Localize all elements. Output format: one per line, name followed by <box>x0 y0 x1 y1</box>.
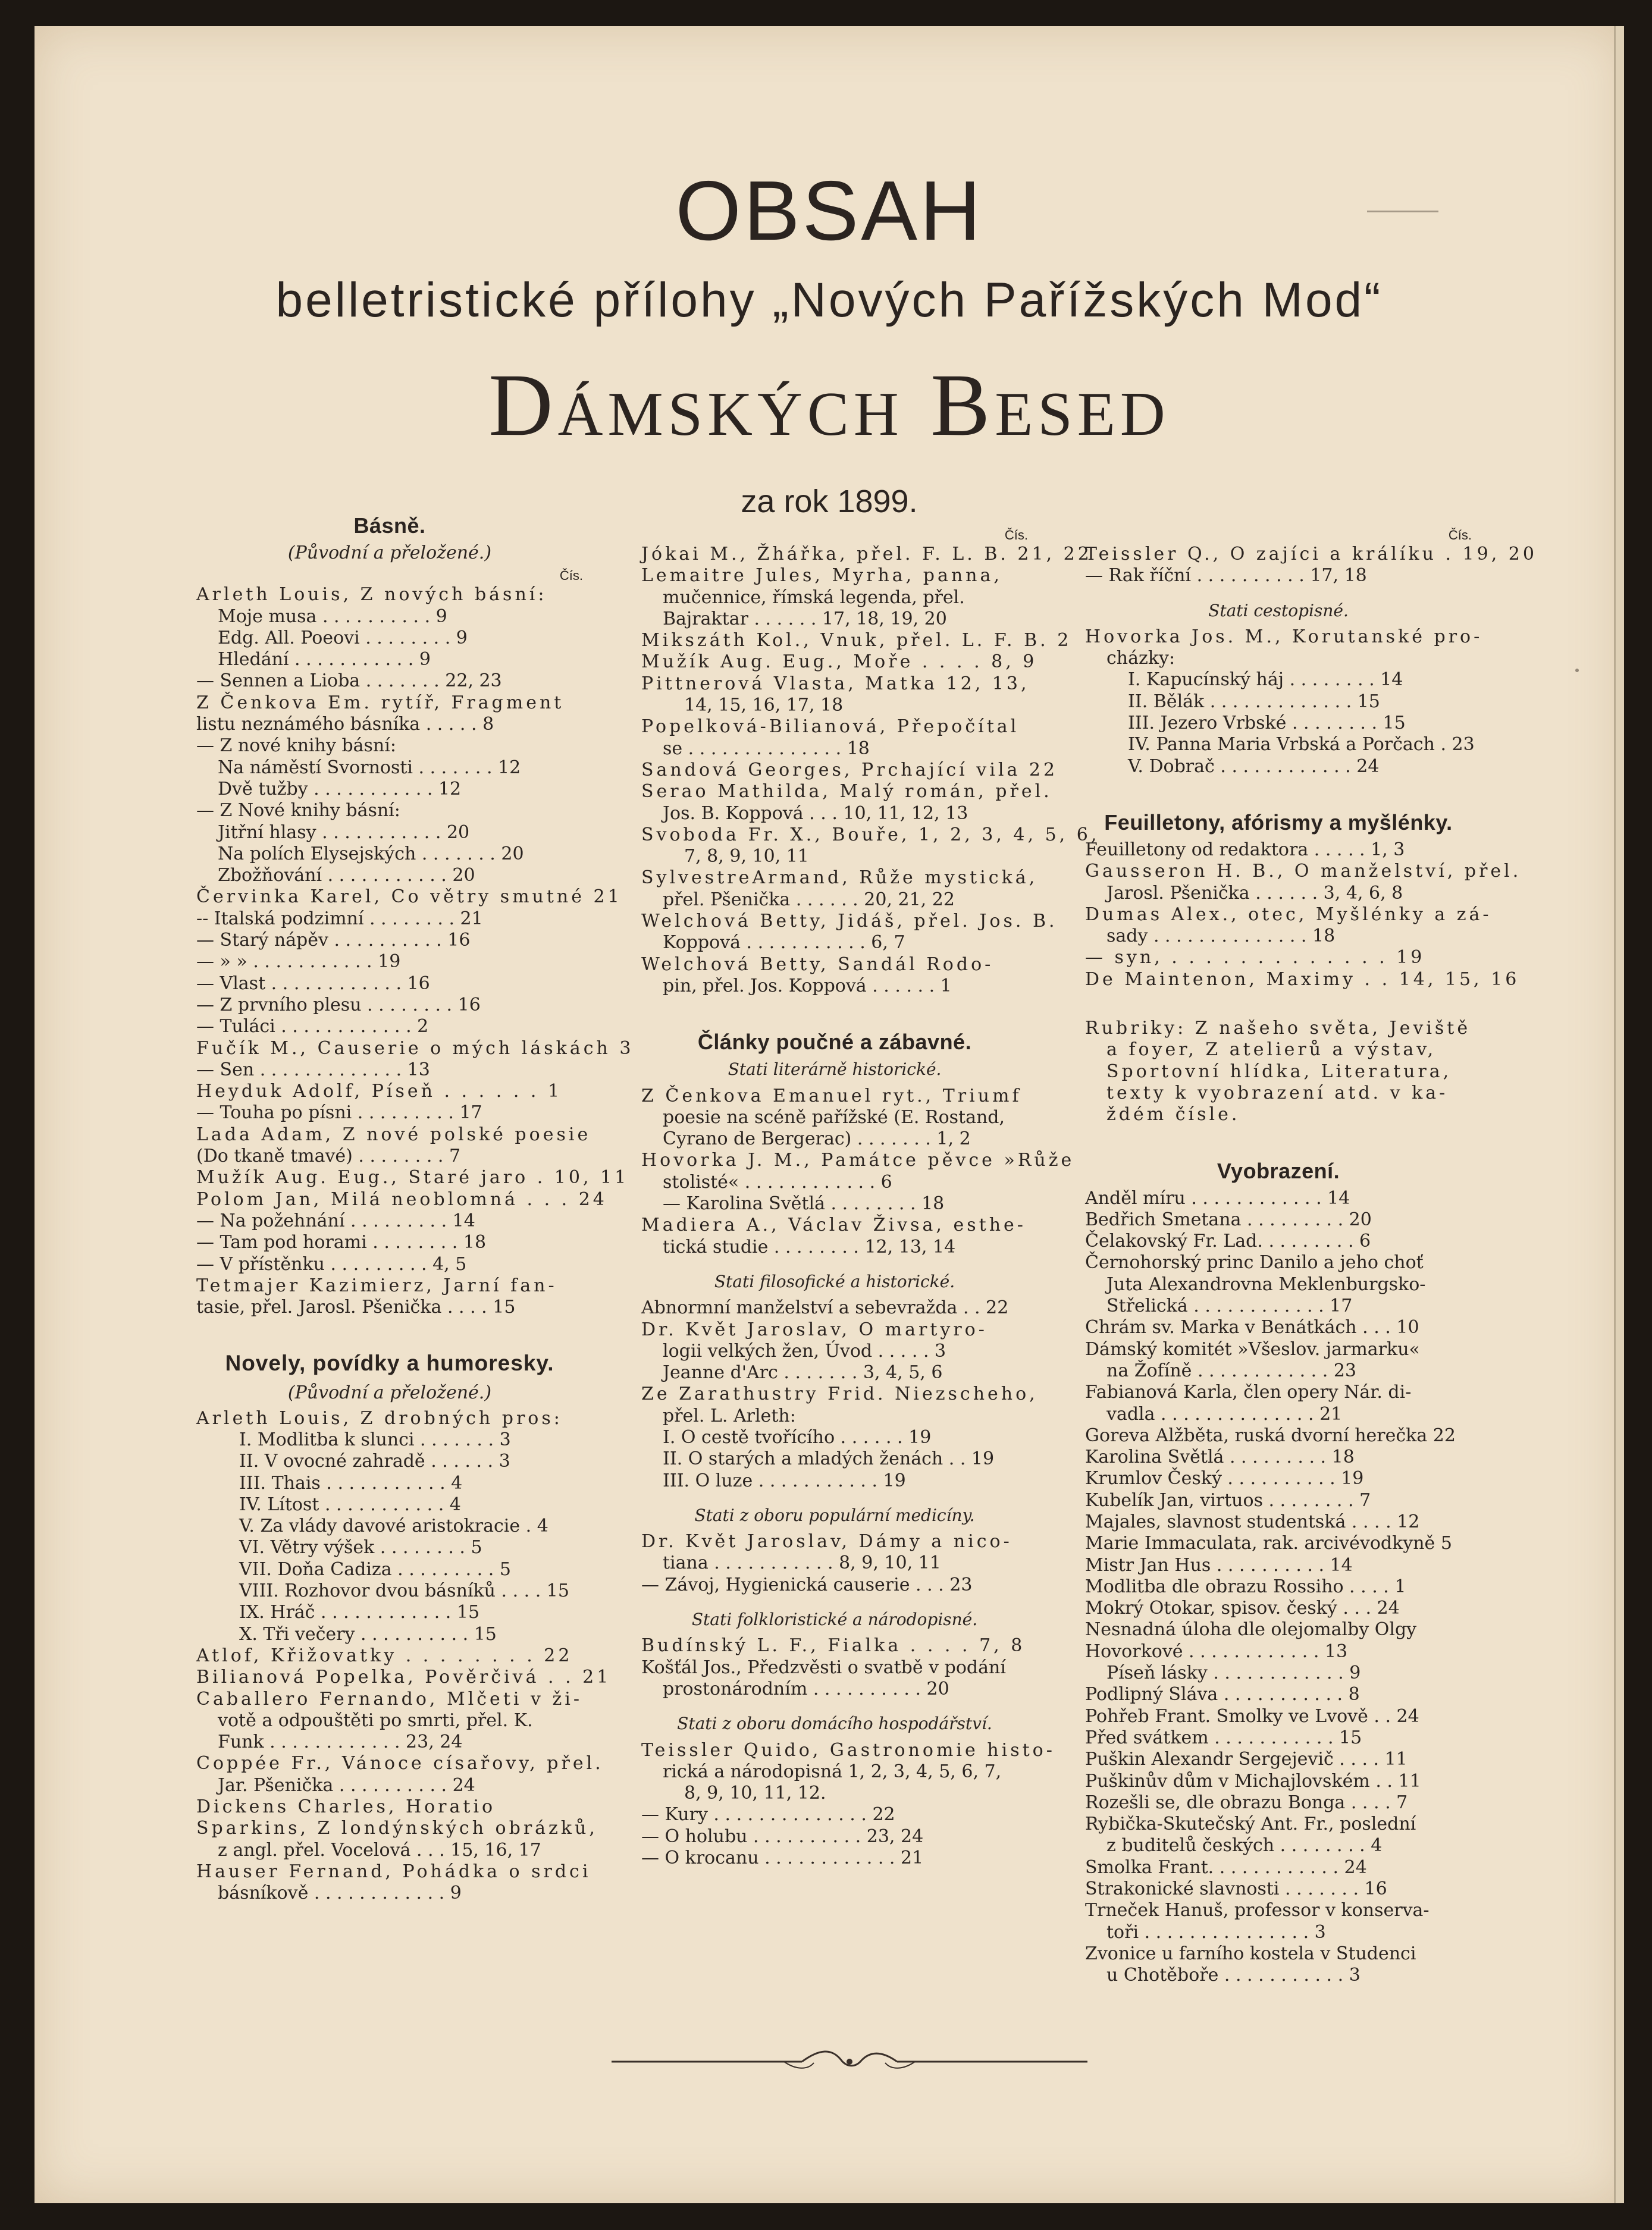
list-item: Hovorka J. M., Památce pěvce »Růže <box>641 1150 1075 1171</box>
list-item: — Karolina Světlá . . . . . . . . 18 <box>663 1193 945 1215</box>
list-item: Puškinův dům v Michajlovském . . 11 <box>1085 1770 1421 1792</box>
list-item: Coppée Fr., Vánoce císařovy, přel. <box>196 1753 604 1774</box>
list-item: na Žofíně . . . . . . . . . . . . 23 <box>1106 1360 1356 1381</box>
list-item: mučennice, římská legenda, přel. <box>663 586 965 608</box>
list-novely-continued <box>641 544 1100 997</box>
list-item: II. O starých a mladých ženách . . 19 <box>663 1448 995 1470</box>
list-item: Jos. B. Koppová . . . 10, 11, 12, 13 <box>663 802 968 824</box>
list-item: X. Tři večery . . . . . . . . . . 15 <box>239 1623 497 1645</box>
section-subheading: (Původní a přeložené.) <box>287 1382 492 1404</box>
list-item: Juta Alexandrovna Meklenburgsko- <box>1106 1274 1426 1295</box>
list-item: Dvě tužby . . . . . . . . . . . 12 <box>218 778 462 799</box>
list-hospodarstvi-continued <box>1085 544 1537 587</box>
list-item: IV. Panna Maria Vrbská a Porčach . 23 <box>1128 734 1475 755</box>
section-heading-clanky: Články poučné a zábavné. <box>697 1030 972 1055</box>
list-item: Dámský komitét »Všeslov. jarmarku« <box>1085 1338 1420 1360</box>
list-medicina <box>641 1531 1028 1596</box>
list-item: Černohorský princ Danilo a jeho choť <box>1085 1252 1424 1274</box>
list-item: přel. Pšenička . . . . . . 20, 21, 22 <box>663 889 955 910</box>
list-item: II. Bělák . . . . . . . . . . . . . 15 <box>1128 691 1380 712</box>
list-item: Marie Immaculata, rak. arcivévodkyně 5 <box>1085 1533 1452 1554</box>
issue-number-label: Čís. <box>1448 528 1472 542</box>
section-heading-novely: Novely, povídky a humoresky. <box>225 1351 554 1376</box>
ornament-divider <box>606 2043 1093 2078</box>
list-item: VIII. Rozhovor dvou básníků . . . . 15 <box>239 1580 569 1602</box>
list-item: z buditelů českých . . . . . . . . 4 <box>1106 1835 1383 1856</box>
section-heading-basne: Básně. <box>353 513 426 538</box>
list-item: Rozešli se, dle obrazu Bonga . . . . 7 <box>1085 1792 1408 1813</box>
list-item: Teissler Quido, Gastronomie histo- <box>641 1739 1055 1761</box>
list-filosoficke <box>641 1297 1038 1492</box>
list-item: I. Modlitba k slunci . . . . . . . 3 <box>239 1429 511 1450</box>
list-item: — Sen . . . . . . . . . . . . . 13 <box>196 1059 430 1080</box>
list-item: Karolina Světlá . . . . . . . . . 18 <box>1085 1447 1355 1468</box>
list-item: — Sennen a Lioba . . . . . . . 22, 23 <box>196 670 502 692</box>
list-item: cházky: <box>1106 648 1175 669</box>
subsection-literarne-historicke: Stati literárně historické. <box>728 1059 942 1080</box>
list-item: Madiera A., Václav Živsa, esthe- <box>641 1215 1026 1236</box>
list-item: poesie na scéně pařížské (E. Rostand, <box>663 1106 1005 1128</box>
list-item: — Touha po písni . . . . . . . . . 17 <box>196 1102 482 1124</box>
column-3 <box>1085 508 1537 1987</box>
list-item: texty k vyobrazení atd. v ka- <box>1106 1082 1449 1103</box>
list-item: tiana . . . . . . . . . . . 8, 9, 10, 11 <box>663 1552 941 1574</box>
list-item: Strakonické slavnosti . . . . . . . 16 <box>1085 1878 1387 1900</box>
list-item: Feuilletony od redaktora . . . . . 1, 3 <box>1085 839 1405 860</box>
section-heading-feuilletony: Feuilletony, afórismy a myšlénky. <box>1104 810 1453 835</box>
list-item: Anděl míru . . . . . . . . . . . . 14 <box>1085 1187 1350 1209</box>
list-item: Dumas Alex., otec, Myšlénky a zá- <box>1085 904 1492 925</box>
list-item: — Vlast . . . . . . . . . . . . 16 <box>196 973 430 994</box>
column-1 <box>196 508 634 1905</box>
list-item: Popelková-Bilianová, Přepočítal <box>641 716 1020 738</box>
list-item: Serao Mathilda, Malý román, přel. <box>641 781 1052 802</box>
list-item: Hauser Fernand, Pohádka o srdci <box>196 1861 591 1882</box>
issue-number-label: Čís. <box>1004 528 1028 542</box>
list-item: — Závoj, Hygienická causerie . . . 23 <box>641 1574 973 1595</box>
list-item: Teissler Q., O zajíci a králíku . 19, 20 <box>1085 544 1537 564</box>
list-item: Rubriky: Z našeho světa, Jeviště <box>1085 1018 1471 1039</box>
list-item: Jeanne d'Arc . . . . . . . 3, 4, 5, 6 <box>663 1362 943 1384</box>
list-item: — Tuláci . . . . . . . . . . . . 2 <box>196 1016 429 1037</box>
list-item: 8, 9, 10, 11, 12. <box>684 1783 826 1804</box>
list-item: Trneček Hanuš, professor v konserva- <box>1085 1900 1430 1921</box>
list-item: Tetmajer Kazimierz, Jarní fan- <box>196 1275 557 1296</box>
list-item: Bilianová Popelka, Pověrčivá . . 21 <box>196 1667 612 1688</box>
list-item: — Starý nápěv . . . . . . . . . . 16 <box>196 930 471 951</box>
list-vyobrazeni <box>1085 1188 1472 1987</box>
list-item: prostonárodním . . . . . . . . . . 20 <box>663 1678 949 1699</box>
subsection-folkloristicke: Stati folkloristické a národopisné. <box>691 1610 978 1630</box>
list-item: Koppová . . . . . . . . . . . 6, 7 <box>663 932 905 954</box>
list-item: I. Kapucínský háj . . . . . . . . 14 <box>1128 669 1403 691</box>
list-item: Caballero Fernando, Mlčeti v ži- <box>196 1688 583 1710</box>
list-item: Modlitba dle obrazu Rossiho . . . . 1 <box>1085 1576 1406 1597</box>
list-item: Atlof, Křižovatky . . . . . . . . 22 <box>196 1645 573 1666</box>
list-item: Budínský L. F., Fialka . . . . 7, 8 <box>641 1635 1026 1657</box>
list-item: Smolka Frant. . . . . . . . . . . . 24 <box>1085 1856 1367 1878</box>
list-item: Píseň lásky . . . . . . . . . . . . 9 <box>1106 1663 1361 1684</box>
list-item: Dickens Charles, Horatio <box>196 1796 496 1818</box>
list-item: tická studie . . . . . . . . 12, 13, 14 <box>663 1236 956 1257</box>
list-item: Edg. All. Poeovi . . . . . . . . 9 <box>218 627 468 648</box>
list-item: Mužík Aug. Eug., Moře . . . . 8, 9 <box>641 651 1037 673</box>
list-item: Zvonice u farního kostela v Studenci <box>1085 1943 1416 1964</box>
list-item: Dr. Květ Jaroslav, O martyro- <box>641 1319 988 1340</box>
list-item: votě a odpouštěti po smrti, přel. K. <box>218 1710 533 1731</box>
list-item: — V přístěnku . . . . . . . . . 4, 5 <box>196 1253 467 1275</box>
list-item: — Z prvního plesu . . . . . . . . 16 <box>196 994 481 1015</box>
column-2 <box>641 508 1100 1869</box>
list-item: Na polích Elysejských . . . . . . . 20 <box>218 843 524 864</box>
list-item: De Maintenon, Maximy . . 14, 15, 16 <box>1085 968 1520 990</box>
list-item: toři . . . . . . . . . . . . . . . 3 <box>1106 1921 1326 1943</box>
list-item: Majales, slavnost studentská . . . . 12 <box>1085 1511 1420 1532</box>
list-item: Cyrano de Bergerac) . . . . . . . 1, 2 <box>663 1128 971 1150</box>
list-item: Pohřeb Frant. Smolky ve Lvově . . 24 <box>1085 1705 1419 1727</box>
subtitle: belletristické přílohy „Nových Pařížských Mod“ <box>275 273 1383 327</box>
list-item: Fučík M., Causerie o mých láskách 3 <box>196 1037 634 1059</box>
list-item: Moje musa . . . . . . . . . . 9 <box>218 606 447 627</box>
list-item: Welchová Betty, Sandál Rodo- <box>641 954 994 975</box>
subsection-cestopisne: Stati cestopisné. <box>1208 600 1349 620</box>
list-novely <box>196 1407 612 1905</box>
list-item: Polom Jan, Milá neoblomná . . . 24 <box>196 1188 607 1210</box>
list-item: Červinka Karel, Co větry smutné 21 <box>196 886 622 908</box>
list-item: Bedřich Smetana . . . . . . . . . 20 <box>1085 1209 1372 1230</box>
list-item: III. O luze . . . . . . . . . . . 19 <box>663 1470 906 1491</box>
list-item: logii velkých žen, Úvod . . . . . 3 <box>663 1340 946 1362</box>
list-folkloristicke <box>641 1635 1028 1700</box>
list-item: Sandová Georges, Prchající vila 22 <box>641 759 1058 780</box>
list-item: Sportovní hlídka, Literatura, <box>1106 1061 1452 1082</box>
list-item: Střelická . . . . . . . . . . . . 17 <box>1106 1296 1353 1317</box>
list-item: sady . . . . . . . . . . . . . . 18 <box>1106 926 1336 947</box>
list-item: Čelakovský Fr. Lad. . . . . . . . . 6 <box>1085 1231 1371 1252</box>
list-item: — » » . . . . . . . . . . . 19 <box>196 951 401 973</box>
list-item: Mužík Aug. Eug., Staré jaro . 10, 11 <box>196 1167 629 1188</box>
list-item: básníkově . . . . . . . . . . . . 9 <box>218 1883 462 1904</box>
list-item: Kubelík Jan, virtuos . . . . . . . . 7 <box>1085 1489 1371 1511</box>
list-basne <box>196 584 634 1318</box>
list-item: Dr. Květ Jaroslav, Dámy a nico- <box>641 1531 1012 1552</box>
list-item: V. Dobrač . . . . . . . . . . . . 24 <box>1128 755 1380 777</box>
list-item: Nesnadná úloha dle olejomalby Olgy <box>1085 1619 1417 1641</box>
list-item: Jar. Pšenička . . . . . . . . . . 24 <box>218 1774 475 1796</box>
list-item: listu neznámého básníka . . . . . 8 <box>196 714 494 735</box>
list-item: 14, 15, 16, 17, 18 <box>684 695 844 716</box>
list-item: Mokrý Otokar, spisov. český . . . 24 <box>1085 1598 1400 1619</box>
list-literarne-historicke <box>641 1085 1075 1258</box>
paper-mark <box>1575 669 1579 672</box>
list-item: a foyer, Z atelierů a výstav, <box>1106 1039 1437 1061</box>
rubriky-note <box>1085 1018 1472 1125</box>
list-item: (Do tkaně tmavé) . . . . . . . . 7 <box>196 1146 461 1167</box>
paper-mark <box>1367 211 1438 212</box>
list-item: z angl. přel. Vocelová . . . 15, 16, 17 <box>218 1839 541 1861</box>
section-subheading: (Původní a přeložené.) <box>287 542 492 563</box>
list-item: Jókai M., Žhářka, přel. F. L. B. 21, 22 <box>641 544 1092 564</box>
list-item: — Rak říční . . . . . . . . . . 17, 18 <box>1085 565 1367 586</box>
list-hospodarstvi <box>641 1739 1055 1870</box>
list-item: Puškin Alexandr Sergejevič . . . . 11 <box>1085 1749 1408 1770</box>
list-item: Sparkins, Z londýnských obrázků, <box>196 1818 598 1839</box>
list-item: III. Jezero Vrbské . . . . . . . . 15 <box>1128 713 1406 734</box>
list-item: — Z nové knihy básní: <box>196 735 396 757</box>
list-item: Gausseron H. B., O manželství, přel. <box>1085 861 1522 882</box>
list-item: VI. Větry výšek . . . . . . . . 5 <box>239 1537 482 1558</box>
section-heading-vyobrazeni: Vyobrazení. <box>1217 1158 1340 1183</box>
document-page <box>35 26 1624 2203</box>
year-label: za rok 1899. <box>741 484 918 519</box>
subsection-hospodarstvi: Stati z oboru domácího hospodářství. <box>677 1714 992 1734</box>
list-item: I. O cestě tvořícího . . . . . . 19 <box>663 1426 932 1448</box>
list-item: Funk . . . . . . . . . . . . 23, 24 <box>218 1732 463 1753</box>
list-item: Mistr Jan Hus . . . . . . . . . . 14 <box>1085 1554 1353 1576</box>
subsection-medicina: Stati z oboru populární medicíny. <box>694 1505 975 1525</box>
list-item: Lemaitre Jules, Myrha, panna, <box>641 565 1002 586</box>
list-item: Rybička-Skutečský Ant. Fr., poslední <box>1085 1814 1416 1835</box>
list-item: Ze Zarathustry Frid. Niezscheho, <box>641 1384 1038 1405</box>
list-item: Jarosl. Pšenička . . . . . . 3, 4, 6, 8 <box>1106 882 1403 904</box>
subsection-filosoficke: Stati filosofické a historické. <box>714 1271 955 1291</box>
list-item: Na náměstí Svornosti . . . . . . . 12 <box>218 757 521 778</box>
list-item: stolisté« . . . . . . . . . . . . 6 <box>663 1171 892 1193</box>
list-item: — O holubu . . . . . . . . . . 23, 24 <box>641 1826 924 1847</box>
list-item: vadla . . . . . . . . . . . . . . 21 <box>1106 1403 1343 1425</box>
list-item: Welchová Betty, Jidáš, přel. Jos. B. <box>641 911 1058 932</box>
list-item: Pittnerová Vlasta, Matka 12, 13, <box>641 673 1030 694</box>
issue-number-label: Čís. <box>559 568 583 584</box>
list-feuilletony <box>1085 839 1522 990</box>
list-item: Krumlov Český . . . . . . . . . . 19 <box>1085 1468 1364 1489</box>
header <box>35 164 1624 519</box>
list-item: IX. Hráč . . . . . . . . . . . . 15 <box>239 1602 480 1623</box>
list-item: Hovorka Jos. M., Korutanské pro- <box>1085 626 1483 647</box>
list-item: — syn, . . . . . . . . . . . . . 19 <box>1085 947 1425 968</box>
list-item: Chrám sv. Marka v Benátkách . . . 10 <box>1085 1317 1419 1338</box>
list-item: Jitřní hlasy . . . . . . . . . . . 20 <box>218 821 470 843</box>
page-title: OBSAH <box>675 164 983 258</box>
list-item: 7, 8, 9, 10, 11 <box>684 846 809 867</box>
list-item: — Tam pod horami . . . . . . . . 18 <box>196 1232 487 1253</box>
list-item: Košťál Jos., Předzvěsti o svatbě v podání <box>641 1657 1006 1678</box>
list-item: Mikszáth Kol., Vnuk, přel. L. F. B. 2 <box>641 630 1072 651</box>
list-item: — Na požehnání . . . . . . . . . 14 <box>196 1210 475 1231</box>
list-item: Před svátkem . . . . . . . . . . . 15 <box>1085 1727 1362 1748</box>
list-item: Lada Adam, Z nové polské poesie <box>196 1124 591 1145</box>
list-item: Svoboda Fr. X., Bouře, 1, 2, 3, 4, 5, 6, <box>641 824 1100 845</box>
list-item: se . . . . . . . . . . . . . . 18 <box>663 738 870 759</box>
list-item: Bajraktar . . . . . . 17, 18, 19, 20 <box>663 608 947 629</box>
list-item: Hovorkové . . . . . . . . . . . . 13 <box>1085 1641 1348 1662</box>
list-cestopisne <box>1085 626 1483 777</box>
list-item: IV. Lítost . . . . . . . . . . . 4 <box>239 1494 461 1515</box>
list-item: přel. L. Arleth: <box>663 1405 796 1426</box>
list-item: Hledání . . . . . . . . . . . 9 <box>218 649 431 670</box>
list-item: -- Italská podzimní . . . . . . . . 21 <box>196 908 483 929</box>
list-item: tasie, přel. Jarosl. Pšenička . . . . 15 <box>196 1297 516 1318</box>
list-item: rická a národopisná 1, 2, 3, 4, 5, 6, 7, <box>663 1761 1002 1782</box>
list-item: VII. Doňa Cadiza . . . . . . . . . 5 <box>239 1558 511 1580</box>
list-item: Zbožňování . . . . . . . . . . . 20 <box>218 865 475 886</box>
list-item: — Kury . . . . . . . . . . . . . . 22 <box>641 1804 895 1826</box>
list-item: Heyduk Adolf, Píseň . . . . . . 1 <box>196 1081 563 1102</box>
list-item: Podlipný Sláva . . . . . . . . . . . 8 <box>1085 1684 1360 1705</box>
list-item: — O krocanu . . . . . . . . . . . . 21 <box>641 1848 924 1869</box>
list-item: — Z Nové knihy básní: <box>196 800 400 821</box>
list-item: Z Čenkova Emanuel ryt., Triumf <box>641 1085 1022 1106</box>
list-item: pin, přel. Jos. Koppová . . . . . . 1 <box>663 975 952 996</box>
list-item: Fabianová Karla, člen opery Nár. di- <box>1085 1382 1412 1403</box>
list-item: II. V ovocné zahradě . . . . . . 3 <box>239 1451 510 1472</box>
list-item: ždém čísle. <box>1106 1104 1240 1125</box>
list-item: Z Čenkova Em. rytíř, Fragment <box>196 692 565 713</box>
list-item: Abnormní manželství a sebevražda . . 22 <box>641 1297 1009 1319</box>
list-item: V. Za vlády davové aristokracie . 4 <box>239 1516 548 1537</box>
list-item: Arleth Louis, Z drobných pros: <box>196 1407 563 1429</box>
list-item: Goreva Alžběta, ruská dvorní herečka 22 <box>1085 1425 1456 1446</box>
list-item: III. Thais . . . . . . . . . . . 4 <box>239 1472 463 1494</box>
magazine-title: Dámských Besed <box>488 356 1170 454</box>
list-item: u Chotěboře . . . . . . . . . . . 3 <box>1106 1965 1361 1986</box>
list-item: SylvestreArmand, Růže mystická, <box>641 867 1038 889</box>
list-item: Arleth Louis, Z nových básní: <box>196 584 547 606</box>
